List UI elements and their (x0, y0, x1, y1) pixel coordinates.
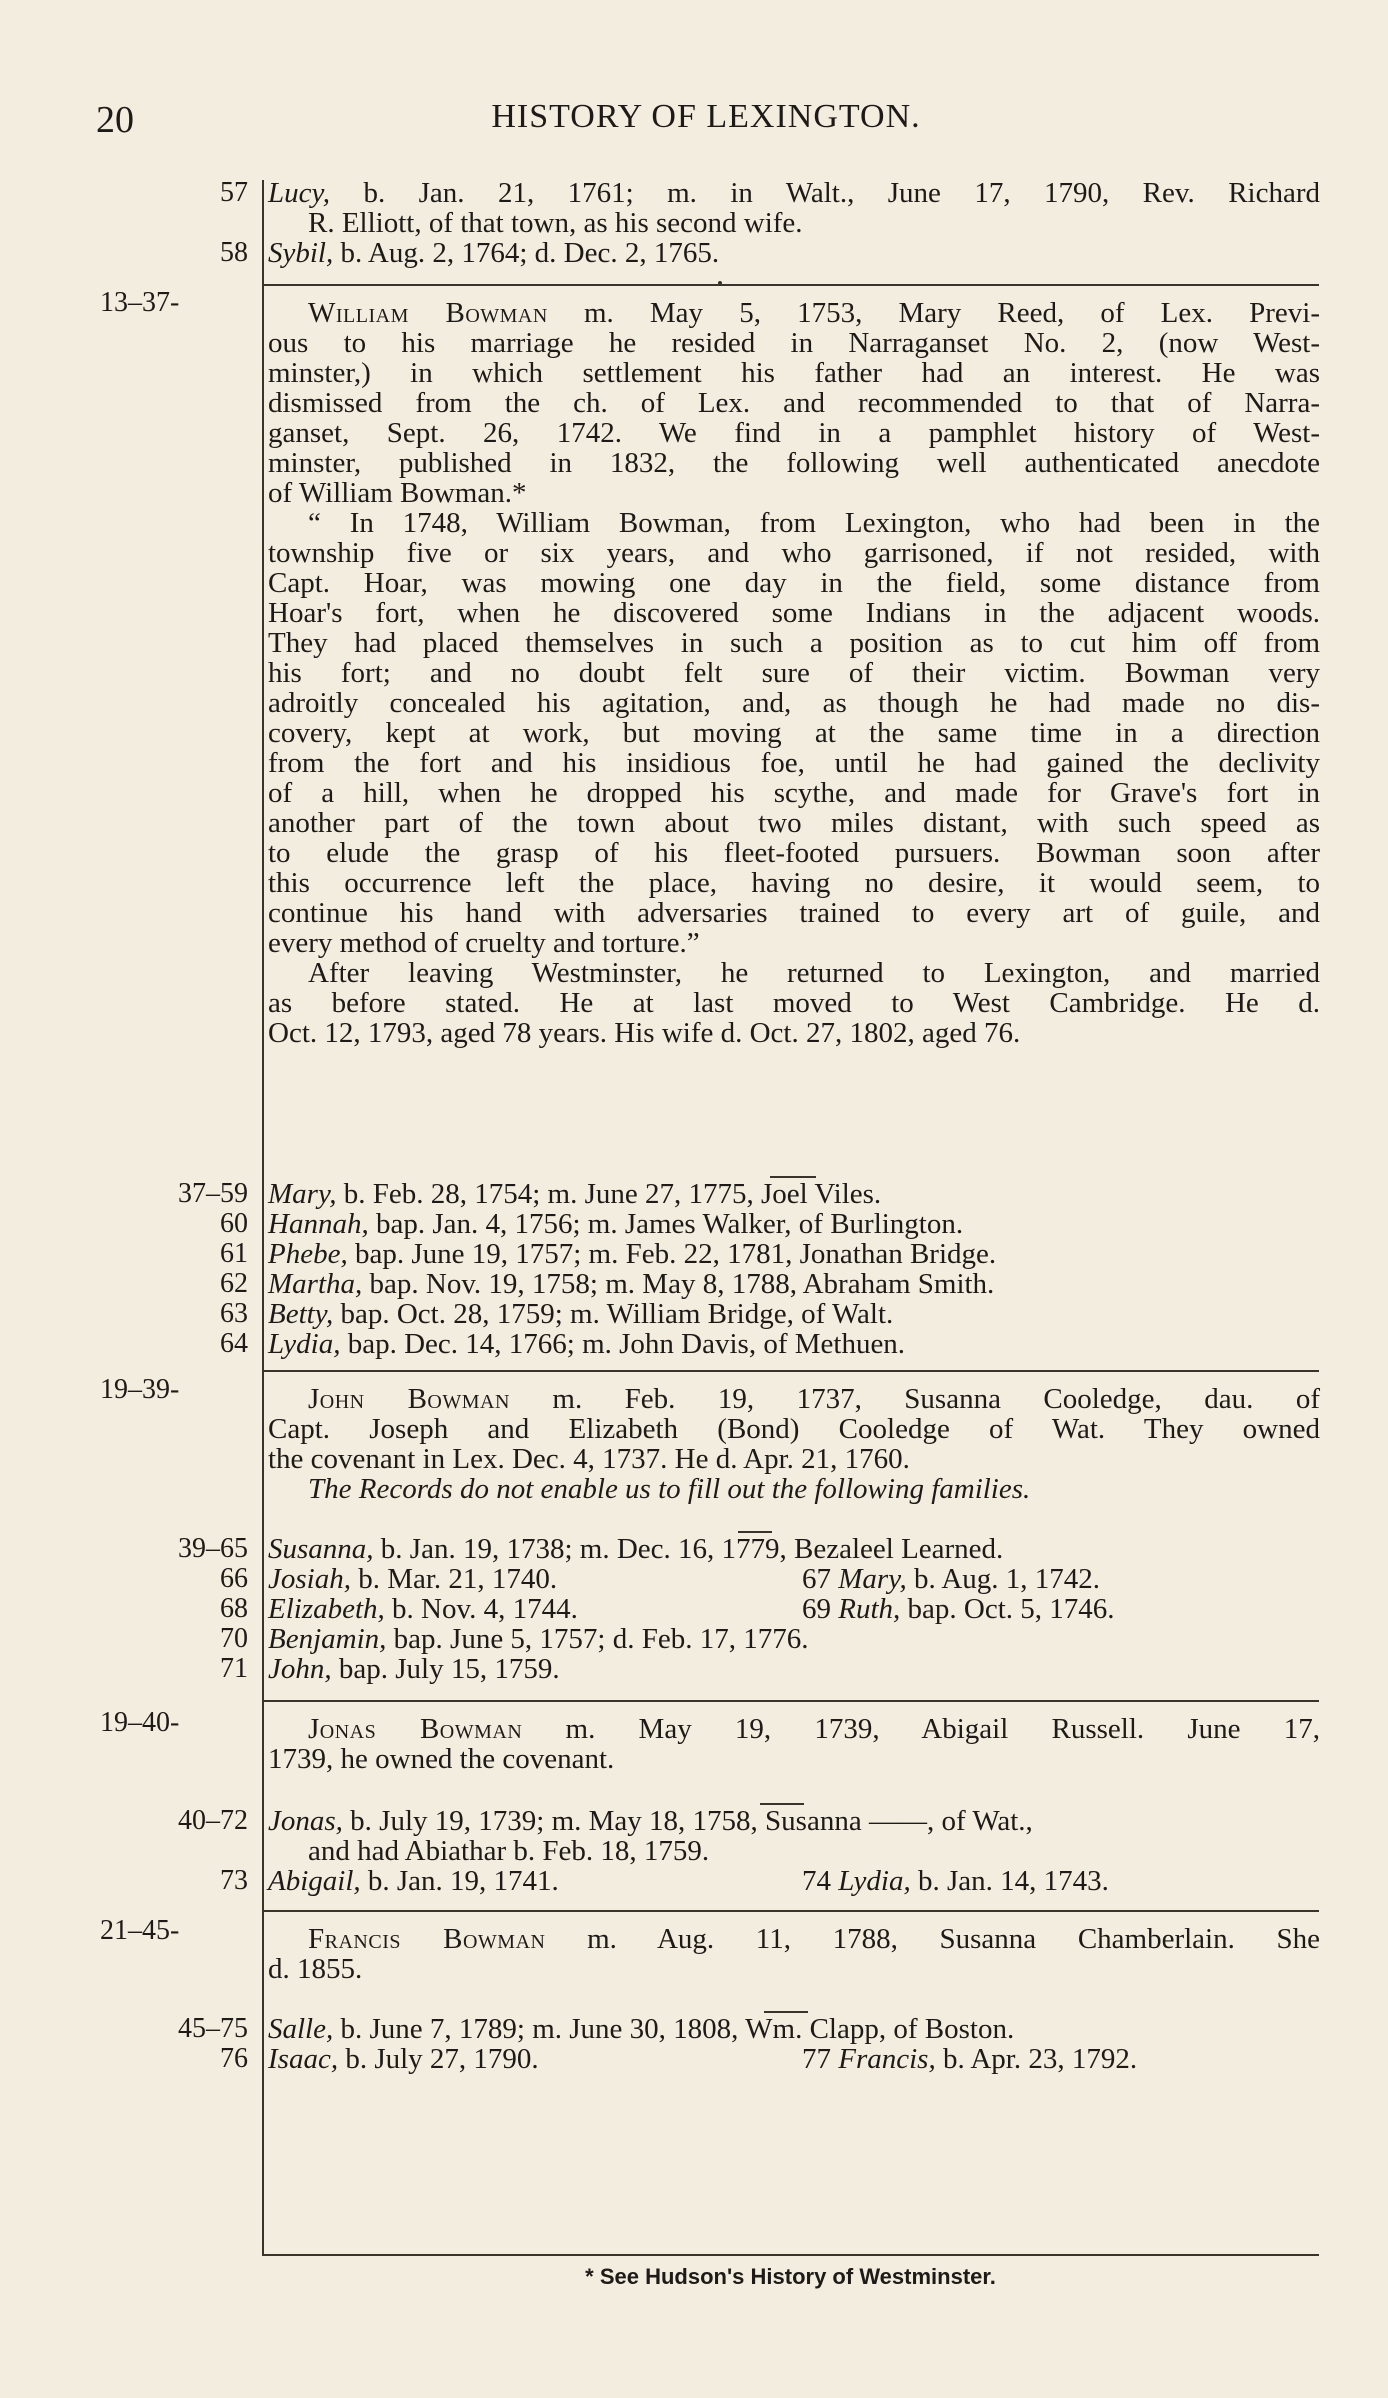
text-line: ganset, Sept. 26, 1742. We find in a pamphlet history of West- (268, 417, 1320, 449)
ref-number: 70 (220, 1623, 248, 1654)
ref-number: 71 (220, 1653, 248, 1684)
child-name: Phebe, (268, 1238, 348, 1270)
text-line: adroitly concealed his agitation, and, as though he had made no dis- (268, 687, 1320, 719)
text-line: Oct. 12, 1793, aged 78 years. His wife d. Oct. 27, 1802, aged 76. (268, 1017, 1021, 1049)
ref-number: 68 (220, 1593, 248, 1624)
text-line: covery, kept at work, but moving at the same time in a direction (268, 717, 1320, 749)
child-name: Benjamin, (268, 1623, 387, 1655)
text-line: minster,) in which settlement his father had an interest. He was (268, 357, 1320, 389)
child-name: Josiah, (268, 1563, 351, 1595)
child-name: Martha, (268, 1268, 363, 1300)
child-entry: Elizabeth, b. Nov. 4, 1744. 69 Ruth, bap. Oct. 5, 1746. (268, 1593, 1115, 1625)
section-divider (262, 1910, 1319, 1912)
child-name: Abigail, (268, 1865, 361, 1897)
text-line: every method of cruelty and torture.” (268, 927, 700, 959)
ref-number: 64 (220, 1328, 248, 1359)
text-line: The Records do not enable us to fill out the following families. (308, 1473, 1031, 1505)
running-title: HISTORY OF LEXINGTON. (491, 98, 921, 135)
ref-number: 39–65 (178, 1533, 248, 1564)
child-entry: Isaac, b. July 27, 1790. 77 Francis, b. Apr. 23, 1792. (268, 2043, 1138, 2075)
text-line: They had placed themselves in such a position as to cut him off from (268, 627, 1320, 659)
rule-mark (718, 281, 722, 285)
ref-number: 13–37- (100, 287, 180, 318)
text-line: dismissed from the ch. of Lex. and recommended to that of Narra- (268, 387, 1320, 419)
child-name: Mary, (268, 1178, 337, 1210)
ref-number: 73 (220, 1865, 248, 1896)
ref-number: 21–45- (100, 1915, 180, 1946)
child-name: Jonas, (268, 1805, 343, 1837)
text-line: William Bowman m. May 5, 1753, Mary Reed, of Lex. Previ- (308, 297, 1321, 329)
child-name: Sybil, (268, 237, 334, 269)
text-line: from the fort and his insidious foe, until he had gained the declivity (268, 747, 1320, 779)
ref-number: 60 (220, 1208, 248, 1239)
child-entry: Hannah, bap. Jan. 4, 1756; m. James Walker, of Burlington. (268, 1208, 964, 1240)
child-name: Mary, (838, 1563, 907, 1595)
text-line: “ In 1748, William Bowman, from Lexington, who had been in the (308, 507, 1320, 539)
text-line: Sybil, b. Aug. 2, 1764; d. Dec. 2, 1765. (268, 237, 720, 269)
child-entry: Susanna, b. Jan. 19, 1738; m. Dec. 16, 1779, Bezaleel Learned. (268, 1533, 1004, 1565)
text-line: John Bowman m. Feb. 19, 1737, Susanna Cooledge, dau. of (308, 1383, 1321, 1415)
text-line: Capt. Joseph and Elizabeth (Bond) Cooledge of Wat. They owned (268, 1413, 1320, 1445)
text-line: as before stated. He at last moved to West Cambridge. He d. (268, 987, 1320, 1019)
text-line: d. 1855. (268, 1953, 363, 1985)
ref-number: 62 (220, 1268, 248, 1299)
child-name: Lydia, (268, 1328, 341, 1360)
ref-number: 76 (220, 2043, 248, 2074)
ref-number: 66 (220, 1563, 248, 1594)
family-head: John Bowman (308, 1383, 510, 1415)
ref-number: 63 (220, 1298, 248, 1329)
text-line: Lucy, b. Jan. 21, 1761; m. in Walt., June 17, 1790, Rev. Richard (268, 177, 1320, 209)
page-header (96, 98, 1316, 148)
child-name: Francis, (838, 2043, 936, 2075)
text-line: of a hill, when he dropped his scythe, and made for Grave's fort in (268, 777, 1320, 809)
text-line: After leaving Westminster, he returned to Lexington, and married (308, 957, 1320, 989)
ref-number: 57 (220, 177, 248, 208)
text-line: ous to his marriage he resided in Narraganset No. 2, (now West- (268, 327, 1320, 359)
text-line: of William Bowman.* (268, 477, 527, 509)
text-line: another part of the town about two miles distant, with such speed as (268, 807, 1320, 839)
family-head: Jonas Bowman (308, 1713, 523, 1745)
text-line: Capt. Hoar, was mowing one day in the field, some distance from (268, 567, 1320, 599)
ref-number: 37–59 (178, 1178, 248, 1209)
child-entry: Jonas, b. July 19, 1739; m. May 18, 1758, Susanna ——, of Wat., (268, 1805, 1033, 1837)
ref-number: 58 (220, 237, 248, 268)
child-name: Isaac, (268, 2043, 339, 2075)
section-divider (262, 1370, 1319, 1372)
text-line: this occurrence left the place, having no desire, it would seem, to (268, 867, 1320, 899)
child-entry: Phebe, bap. June 19, 1757; m. Feb. 22, 1781, Jonathan Bridge. (268, 1238, 997, 1270)
text-line: continue his hand with adversaries trained to every art of guile, and (268, 897, 1320, 929)
text-line: township five or six years, and who garrisoned, if not resided, with (268, 537, 1320, 569)
child-entry: Betty, bap. Oct. 28, 1759; m. William Bridge, of Walt. (268, 1298, 894, 1330)
child-entry: Mary, b. Feb. 28, 1754; m. June 27, 1775, Joel Viles. (268, 1178, 882, 1210)
text-line: Hoar's fort, when he discovered some Indians in the adjacent woods. (268, 597, 1320, 629)
text-line: minster, published in 1832, the following well authenticated anecdote (268, 447, 1320, 479)
child-name: Lydia, (838, 1865, 911, 1897)
text-line: R. Elliott, of that town, as his second wife. (308, 207, 803, 239)
child-entry: Lydia, bap. Dec. 14, 1766; m. John Davis, of Methuen. (268, 1328, 906, 1360)
section-divider (262, 1700, 1319, 1702)
child-name: Salle, (268, 2013, 334, 2045)
child-name: Elizabeth, (268, 1593, 385, 1625)
child-entry: Josiah, b. Mar. 21, 1740. 67 Mary, b. Aug. 1, 1742. (268, 1563, 1101, 1595)
child-entry: John, bap. July 15, 1759. (268, 1653, 560, 1685)
child-name: Lucy, (268, 177, 331, 209)
text-line: the covenant in Lex. Dec. 4, 1737. He d. Apr. 21, 1760. (268, 1443, 910, 1475)
margin-rule (262, 180, 264, 2255)
text-line: 1739, he owned the covenant. (268, 1743, 615, 1775)
text-line: Francis Bowman m. Aug. 11, 1788, Susanna Chamberlain. She (308, 1923, 1320, 1955)
ref-number: 61 (220, 1238, 248, 1269)
ref-number: 45–75 (178, 2013, 248, 2044)
child-name: Ruth, (838, 1593, 901, 1625)
child-entry: Benjamin, bap. June 5, 1757; d. Feb. 17, 1776. (268, 1623, 809, 1655)
child-entry: Martha, bap. Nov. 19, 1758; m. May 8, 1788, Abraham Smith. (268, 1268, 995, 1300)
text-line: to elude the grasp of his fleet-footed pursuers. Bowman soon after (268, 837, 1320, 869)
child-name: Betty, (268, 1298, 334, 1330)
child-entry: Abigail, b. Jan. 19, 1741. 74 Lydia, b. Jan. 14, 1743. (268, 1865, 1109, 1897)
section-divider (262, 284, 1319, 286)
page-number: 20 (96, 99, 134, 141)
text-line: his fort; and no doubt felt sure of their victim. Bowman very (268, 657, 1320, 689)
ref-number: 19–40- (100, 1707, 180, 1738)
child-name: John, (268, 1653, 332, 1685)
child-entry: Salle, b. June 7, 1789; m. June 30, 1808, Wm. Clapp, of Boston. (268, 2013, 1015, 2045)
child-name: Susanna, (268, 1533, 374, 1565)
text-line: Jonas Bowman m. May 19, 1739, Abigail Russell. June 17, (308, 1713, 1320, 1745)
ref-number: 19–39- (100, 1374, 180, 1405)
footnote-divider (262, 2254, 1319, 2256)
text-line: and had Abiathar b. Feb. 18, 1759. (308, 1835, 710, 1867)
family-head: Francis Bowman (308, 1923, 546, 1955)
child-name: Hannah, (268, 1208, 369, 1240)
footnote: * See Hudson's History of Westminster. (585, 2264, 996, 2289)
family-head: William Bowman (308, 297, 548, 329)
ref-number: 40–72 (178, 1805, 248, 1836)
